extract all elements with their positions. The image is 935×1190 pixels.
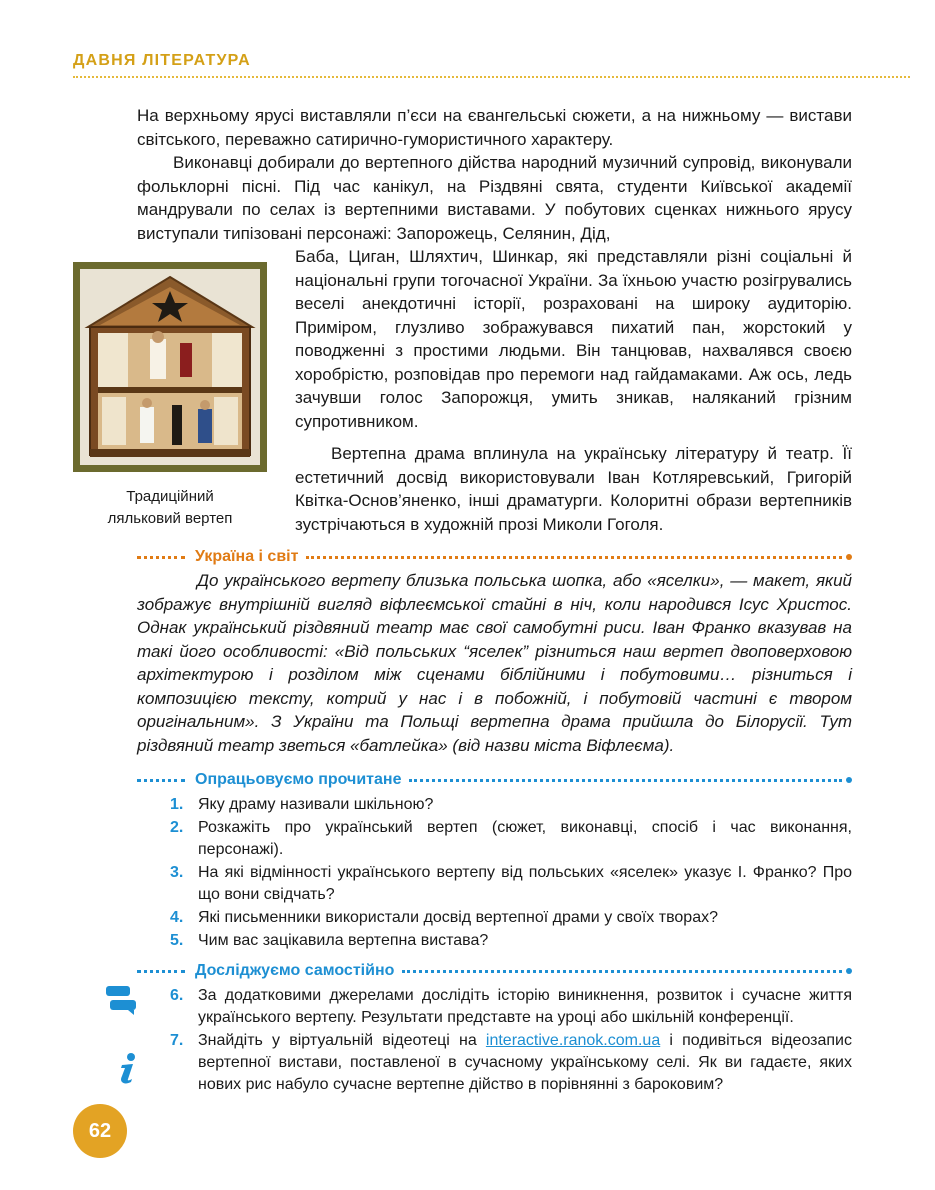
heading-dots-left (137, 970, 185, 973)
paragraph-2-side: Баба, Циган, Шляхтич, Шинкар, які представляли різні соціальні й національні групи тогочасної України. За їхньою участю розігрувались веселі анекдотичні історії, розраховані на широку аудиторію. Приміром, глузливо зображувався пихатий пан, жорстокий у поводженні з простими людьми. Він танцював, нахвалявся своєю хоробрістю, розповідав про перемоги над гайдамаками. Аж ось, ледь зачувши голос Запорожця, умить зникав, наляканий грізним супротивником. (295, 247, 852, 431)
question-text: Яку драму називали шкільною? (198, 796, 434, 813)
question-number: 4. (170, 909, 184, 926)
question-item (160, 907, 852, 929)
task-text-before: Знайдіть у віртуальній відеотеці на (198, 1032, 486, 1049)
question-item (160, 794, 852, 816)
vertep-illustration (80, 269, 260, 465)
paragraph-2-top: Виконавці добирали до вертепного дійства народний музичний супровід, виконували фольклорні пісні. Під час канікул, на Різдвяні свята, студенти Київської академії мандрували по селах із вертепними виставами. У побутових сценках нижнього ярусу виступали типізовані персонажі: Запорожець, Селянин, Дід, (137, 153, 852, 243)
question-number: 2. (170, 819, 184, 836)
task-number: 6. (170, 987, 184, 1004)
research-tasks (160, 985, 852, 1097)
review-heading (137, 769, 852, 791)
ukraine-world-text: До українського вертепу близька польська шопка, або «яселки», — макет, який зображує внутрішній вигляд віфлеємської стайні в ніч, коли народився Ісус Христос. Однак український різдвяний театр має свої самобутні риси. Іван Франко вказував на такі його особливості: «Від польських “яселек” різниться наш вертеп двоповерховою архітектурою і розділом між сценами біблійними і побутовими… різниться і композицією тексту, котрий у нас і в побожній, і побутовій частині є твором оригінальним». З України та Польщі вертепна драма прийшла до Білорусії. Тут різдвяний театр зветься «батлейка» (від назви міста Віфлеєма). (137, 571, 852, 755)
vertep-photo (73, 262, 267, 472)
info-icon (116, 1052, 140, 1084)
review-title: Опрацьовуємо прочитане (195, 771, 402, 788)
question-text: Розкажіть про український вертеп (сюжет, виконавці, спосіб і час виконання, персонажі). (198, 819, 852, 858)
header-divider (73, 76, 910, 78)
review-questions (160, 794, 852, 953)
caption-line-1: Традиційний (126, 488, 214, 505)
task-text: За додатковими джерелами дослідіть історію виникнення, розвиток і сучасне життя українського вертепу. Результати представте на уроці або шкільній конференції. (198, 987, 852, 1026)
figure-caption (73, 486, 267, 530)
research-heading (137, 960, 852, 982)
paragraph-1: На верхньому ярусі виставляли п’єси на євангельські сюжети, а на нижньому — вистави світського, переважно сатирично-гумористичного характеру. (137, 106, 852, 149)
task-item (160, 985, 852, 1029)
paragraph-3: Вертепна драма вплинула на українську літературу й театр. Її естетичний досвід використовували Іван Котляревський, Григорій Квітка-Основ’яненко, інші драматурги. Колоритні образи вертепників зустрічаються в художній прозі Миколи Гоголя. (295, 444, 852, 534)
question-number: 5. (170, 932, 184, 949)
heading-dots-left (137, 556, 185, 559)
question-item (160, 817, 852, 861)
question-text: Чим вас зацікавила вертепна вистава? (198, 932, 489, 949)
heading-end-dot (846, 777, 852, 783)
heading-end-dot (846, 968, 852, 974)
task-item (160, 1030, 852, 1096)
question-item (160, 930, 852, 952)
heading-dots-left (137, 779, 185, 782)
website-link[interactable]: interactive.ranok.com.ua (485, 1032, 661, 1049)
ukraine-world-heading (137, 546, 852, 568)
heading-end-dot (846, 554, 852, 560)
question-number: 1. (170, 796, 184, 813)
question-item (160, 862, 852, 906)
section-title: ДАВНЯ ЛІТЕРАТУРА (73, 52, 251, 69)
heading-dots-right (402, 970, 842, 973)
task-text (198, 1030, 852, 1096)
caption-line-2: ляльковий вертеп (107, 510, 233, 527)
page-number: 62 (88, 1119, 112, 1142)
discussion-icon (104, 984, 138, 1016)
page-number-badge (73, 1104, 127, 1158)
task-text-after: і подивіться відеозапис вертепної вистави, поставленої в сучасному українському селі. Як ви гадаєте, яких нових рис набуло сучасне вертепне дійство в порівнянні з бароковим? (198, 1032, 852, 1093)
question-number: 3. (170, 864, 184, 881)
heading-dots-right (306, 556, 842, 559)
question-text: Які письменники використали досвід вертепної драми у своїх творах? (198, 909, 718, 926)
research-title: Досліджуємо самостійно (195, 962, 395, 979)
task-number: 7. (170, 1032, 184, 1049)
question-text: На які відмінності українського вертепу від польських «яселек» указує І. Франко? Про що вони свідчать? (198, 864, 852, 903)
ukraine-world-title: Україна і світ (195, 548, 299, 565)
heading-dots-right (409, 779, 842, 782)
